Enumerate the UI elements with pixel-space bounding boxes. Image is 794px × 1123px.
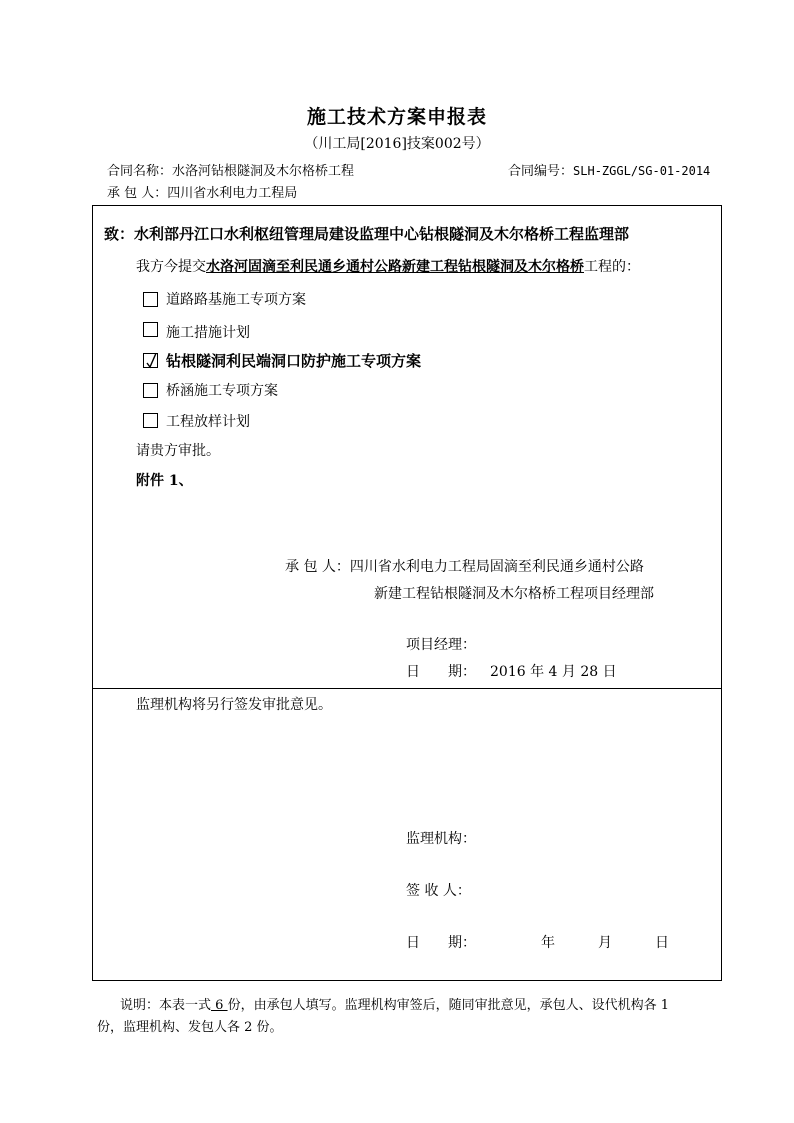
document-number: （川工局[2016]技案002号） xyxy=(304,136,490,152)
contract-number-row xyxy=(508,160,710,179)
contractor-row xyxy=(107,182,297,201)
addressee-value: 水利部丹江口水利枢纽管理局建设监理中心钻根隧洞及木尔格桥工程监理部 xyxy=(134,225,630,243)
attachment-label: 附件 1、 xyxy=(136,473,193,489)
addressee-prefix: 致： xyxy=(104,225,135,243)
supervision-opinion: 监理机构将另行签发审批意见。 xyxy=(136,697,332,713)
contract-name-row xyxy=(107,160,354,179)
signature-contractor-line1 xyxy=(285,556,644,576)
signature-contractor-label: 承 包 人： xyxy=(285,559,350,575)
item-label-portal-protection: 钻根隧洞利民端洞口防护施工专项方案 xyxy=(166,352,422,370)
project-manager-label: 项目经理： xyxy=(406,637,476,653)
supervision-date-month: 月 xyxy=(598,935,612,951)
note-line2: 份，监理机构、发包人各 2 份。 xyxy=(97,1020,283,1035)
approval-request: 请贵方审批。 xyxy=(136,443,220,459)
addressee-line xyxy=(104,223,629,244)
item-label-roadbed-plan: 道路路基施工专项方案 xyxy=(166,292,306,308)
submission-date-value: 2016 年 4 月 28 日 xyxy=(490,664,617,680)
checkbox-bridge-culvert-plan[interactable] xyxy=(143,383,158,398)
checkbox-roadbed-plan[interactable] xyxy=(143,292,158,307)
checkbox-portal-protection[interactable] xyxy=(143,353,158,368)
submission-suffix: 工程的： xyxy=(584,259,640,275)
item-label-staking-plan: 工程放样计划 xyxy=(166,414,250,430)
checkbox-staking-plan[interactable] xyxy=(143,413,158,428)
submission-date-row xyxy=(406,661,617,681)
contract-name-value: 水洛河钻根隧洞及木尔格桥工程 xyxy=(172,164,355,179)
item-label-construction-measures: 施工措施计划 xyxy=(166,325,250,341)
note-copies: 6 xyxy=(211,998,228,1013)
supervision-org-label: 监理机构： xyxy=(406,831,476,847)
note-prefix: 说明：本表一式 xyxy=(120,998,212,1013)
submission-date-label: 日 期： xyxy=(406,664,476,680)
submission-prefix: 我方今提交 xyxy=(136,259,206,275)
contractor-label: 承 包 人： xyxy=(107,186,168,201)
item-label-bridge-culvert-plan: 桥涵施工专项方案 xyxy=(166,383,278,399)
check-mark-icon xyxy=(144,354,159,369)
supervision-date-day: 日 xyxy=(655,935,669,951)
submission-line xyxy=(136,256,640,276)
supervision-date-year: 年 xyxy=(541,935,555,951)
checkbox-construction-measures[interactable] xyxy=(143,322,158,337)
signature-contractor-line2: 新建工程钻根隧洞及木尔格桥工程项目经理部 xyxy=(374,586,654,602)
page-title: 施工技术方案申报表 xyxy=(306,106,487,128)
contractor-value: 四川省水利电力工程局 xyxy=(167,186,298,201)
receiver-label: 签 收 人： xyxy=(406,883,471,899)
signature-contractor-value: 四川省水利电力工程局固滴至利民通乡通村公路 xyxy=(349,559,644,575)
note-text1: 份，由承包人填写。监理机构审签后，随同审批意见，承包人、设代机构各 1 xyxy=(227,998,669,1013)
submission-project: 水洛河固滴至利民通乡通村公路新建工程钻根隧洞及木尔格桥 xyxy=(206,259,584,275)
supervision-date-label: 日 期： xyxy=(406,935,476,951)
contract-name-label: 合同名称： xyxy=(107,164,173,179)
contract-number-value: SLH-ZGGL/SG-01-2014 xyxy=(573,164,711,178)
note-line1 xyxy=(120,994,669,1013)
contract-number-label: 合同编号： xyxy=(508,164,574,179)
